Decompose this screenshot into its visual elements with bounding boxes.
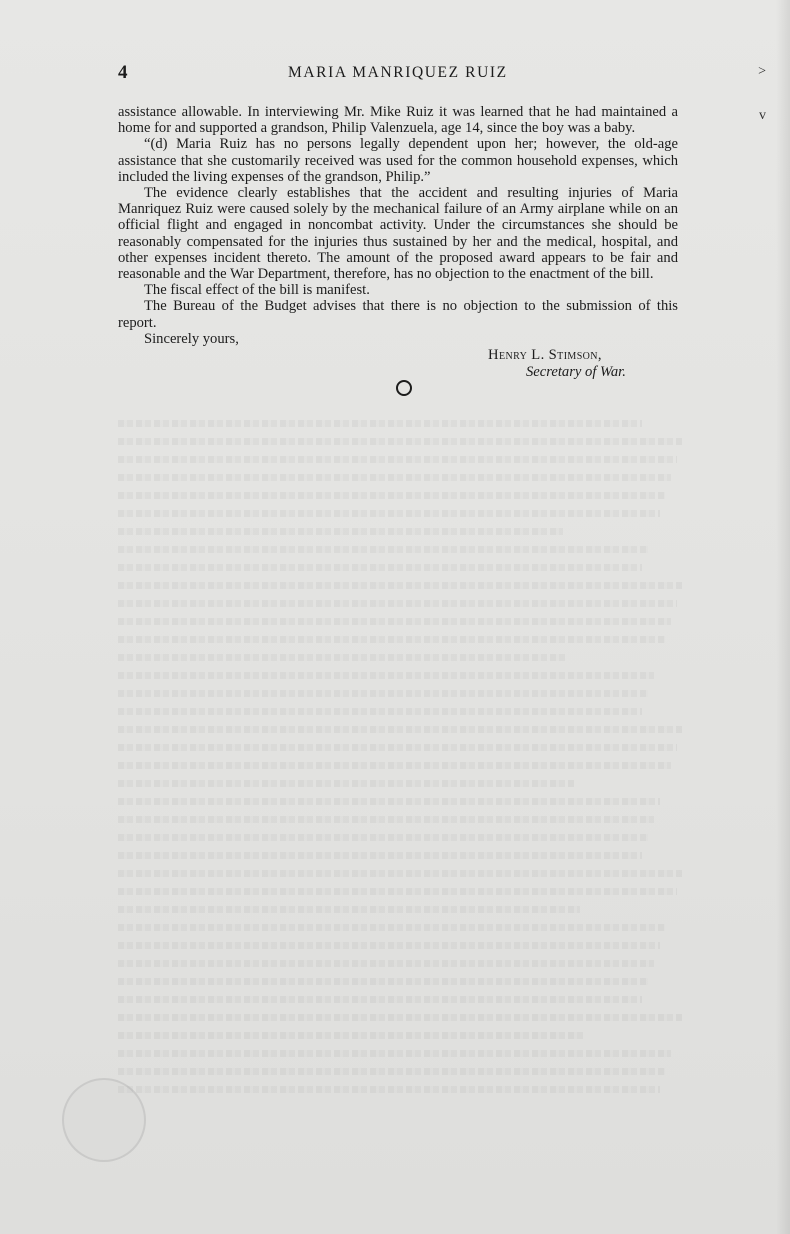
running-head: MARIA MANRIQUEZ RUIZ xyxy=(288,64,508,81)
letter-body xyxy=(118,104,678,347)
bleed-through-texture xyxy=(118,420,688,1120)
bleed-line xyxy=(118,924,665,931)
bleed-line xyxy=(118,564,642,571)
bleed-line xyxy=(118,870,682,877)
bleed-line xyxy=(118,780,574,787)
paragraph-fiscal: The fiscal effect of the bill is manifest. xyxy=(144,282,370,299)
margin-mark-arrow: > xyxy=(758,64,766,79)
bleed-line xyxy=(118,690,648,697)
bleed-line xyxy=(118,474,671,481)
signatory-title: Secretary of War. xyxy=(526,364,626,380)
bleed-line xyxy=(118,672,654,679)
paragraph-continuation: assistance allowable. In interviewing Mr. Mike Ruiz it was learned that he had maintained a home for and supported a grandson, Philip Valenzuela, age 14, since the boy was a baby. xyxy=(118,104,678,137)
paragraph-quoted: “(d) Maria Ruiz has no persons legally dependent upon her; however, the old-age assistance that she customarily received was used for the common household expenses, which included the living expenses of the grandson, Philip.” xyxy=(118,136,678,185)
bleed-line xyxy=(118,1086,660,1093)
bleed-line xyxy=(118,528,563,535)
signatory-name: Henry L. Stimson, xyxy=(488,347,602,363)
paragraph-evidence: The evidence clearly establishes that the accident and resulting injuries of Maria Manriquez Ruiz were caused solely by the mechanical failure of an Army airplane while on an official flight and engaged in noncombat activity. Under the circumstances she should be reasonably compensated for the injuries thus sustained by her and the medical, hospital, and other expenses incident thereto. The amount of the proposed award appears to be fair and reasonable and the War Department, therefore, has no objection to the enactment of the bill. xyxy=(118,185,678,283)
bleed-line xyxy=(118,708,642,715)
bleed-line xyxy=(118,636,665,643)
bleed-line xyxy=(118,420,642,427)
bleed-line xyxy=(118,888,677,895)
bleed-line xyxy=(118,1014,682,1021)
bleed-line xyxy=(118,510,660,517)
bleed-line xyxy=(118,978,648,985)
bleed-line xyxy=(118,546,648,553)
bleed-line xyxy=(118,456,677,463)
bleed-line xyxy=(118,816,654,823)
faded-stamp xyxy=(62,1078,146,1162)
page-number: 4 xyxy=(118,62,128,83)
bleed-line xyxy=(118,834,648,841)
bleed-line xyxy=(118,762,671,769)
closing-salutation: Sincerely yours, xyxy=(144,330,239,347)
bleed-line xyxy=(118,960,654,967)
page-edge-shadow xyxy=(776,0,790,1234)
bleed-line xyxy=(118,618,671,625)
end-of-document-mark xyxy=(396,380,412,396)
margin-mark-check: v xyxy=(759,108,766,123)
bleed-line xyxy=(118,1050,671,1057)
bleed-line xyxy=(118,1068,665,1075)
paragraph-budget: The Bureau of the Budget advises that there is no objection to the submission of this report. xyxy=(118,298,678,331)
bleed-line xyxy=(118,906,580,913)
bleed-line xyxy=(118,942,660,949)
bleed-line xyxy=(118,654,568,661)
bleed-line xyxy=(118,798,660,805)
bleed-line xyxy=(118,744,677,751)
bleed-line xyxy=(118,582,682,589)
bleed-line xyxy=(118,726,682,733)
bleed-line xyxy=(118,852,642,859)
bleed-line xyxy=(118,996,642,1003)
bleed-line xyxy=(118,600,677,607)
bleed-line xyxy=(118,1032,585,1039)
bleed-line xyxy=(118,438,682,445)
signature-block xyxy=(488,347,626,381)
page-header xyxy=(118,62,678,86)
bleed-line xyxy=(118,492,665,499)
